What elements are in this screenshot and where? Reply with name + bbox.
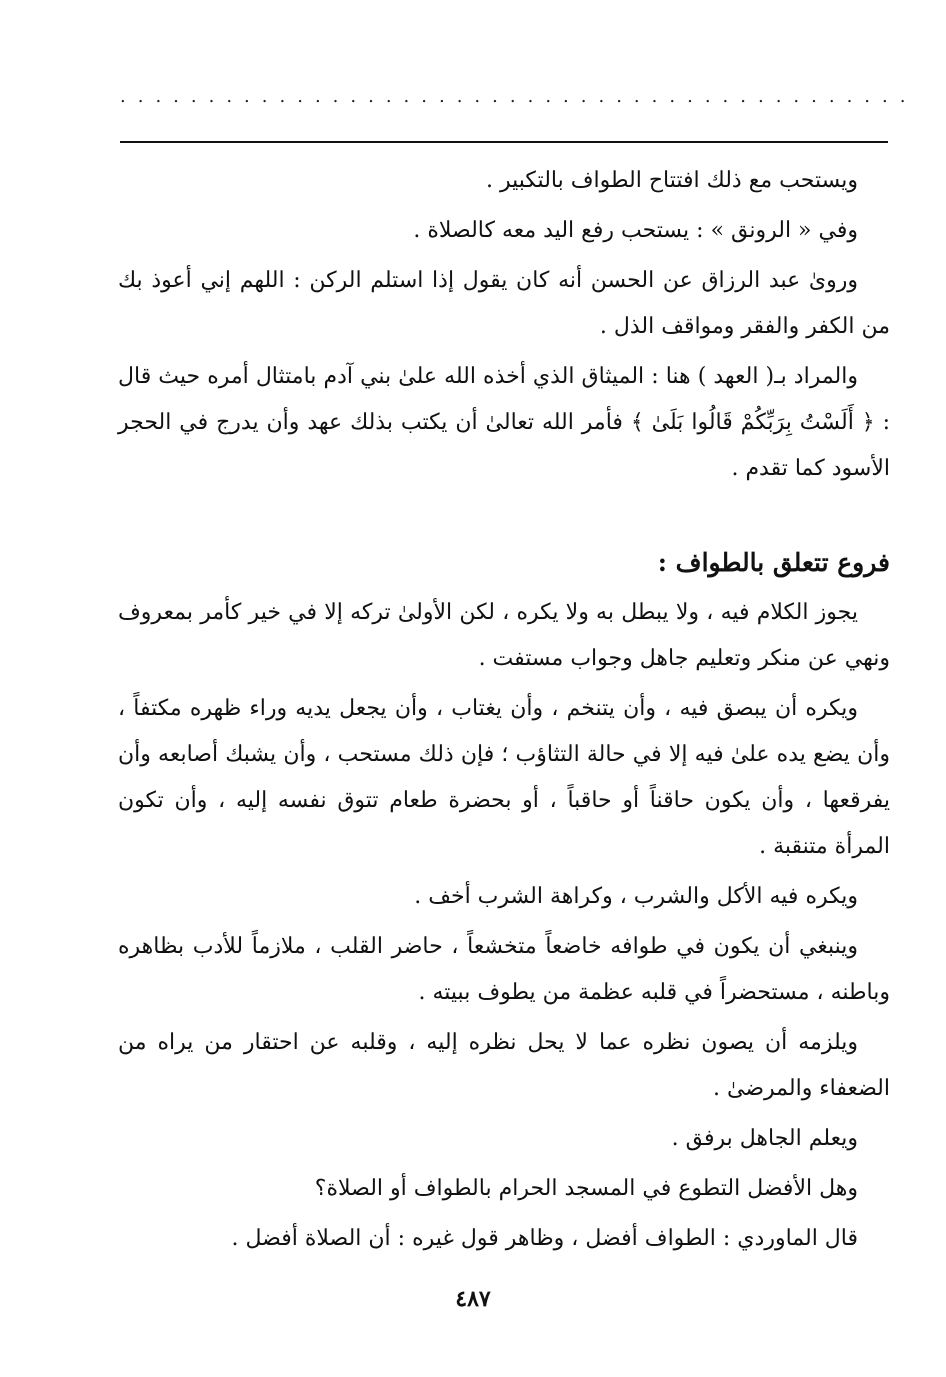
header-rule bbox=[120, 141, 888, 143]
page-number: ٤٨٧ bbox=[455, 1286, 491, 1312]
paragraph-abdulrazzaq: وروىٰ عبد الرزاق عن الحسن أنه كان يقول إذا استلم الركن : اللهم إني أعوذ بك من الكفر والفقر ومواقف الذل . bbox=[118, 268, 890, 339]
section-heading: فروع تتعلق بالطواف : bbox=[657, 548, 890, 577]
paragraph-takbir: ويستحب مع ذلك افتتاح الطواف بالتكبير . bbox=[486, 168, 858, 193]
page-body bbox=[118, 158, 890, 1266]
paragraph-rawnaq: وفي « الرونق » : يستحب رفع اليد معه كالصلاة . bbox=[413, 218, 858, 243]
header-dotted-line: ............................................. bbox=[120, 86, 918, 107]
paragraph-disliked: ويكره أن يبصق فيه ، وأن يتنخم ، وأن يغتاب ، وأن يجعل يديه وراء ظهره مكتفاً ، وأن يضع يده علىٰ فيه إلا في حالة التثاؤب ؛ فإن ذلك مستحب ، وأن يشبك أصابعه وأن يفرقعها ، وأن يكون حاقناً أو حاقباً ، أو بحضرة طعام تتوق نفسه إليه ، وأن تكون المرأة متنقبة . bbox=[118, 696, 890, 859]
paragraph-eating: ويكره فيه الأكل والشرب ، وكراهة الشرب أخف . bbox=[414, 884, 858, 909]
paragraph-question: وهل الأفضل التطوع في المسجد الحرام بالطواف أو الصلاة؟ bbox=[314, 1176, 858, 1201]
paragraph-humility: وينبغي أن يكون في طوافه خاضعاً متخشعاً ، حاضر القلب ، ملازماً للأدب بظاهره وباطنه ، مستحضراً في قلبه عظمة من يطوف ببيته . bbox=[118, 934, 890, 1005]
paragraph-mawardi: قال الماوردي : الطواف أفضل ، وظاهر قول غيره : أن الصلاة أفضل . bbox=[231, 1226, 858, 1251]
paragraph-speech: يجوز الكلام فيه ، ولا يبطل به ولا يكره ، لكن الأولىٰ تركه إلا في خير كأمر بمعروف ونهي عن منكر وتعليم جاهل وجواب مستفت . bbox=[118, 600, 890, 671]
paragraph-ahd: والمراد بـ( العهد ) هنا : الميثاق الذي أخذه الله علىٰ بني آدم بامتثال أمره حيث قال : ﴿ أَلَسْتُ بِرَبِّكُمْ قَالُوا بَلَىٰ ﴾ فأمر الله تعالىٰ أن يكتب بذلك عهد وأن يدرج في الحجر الأسود كما تقدم . bbox=[118, 364, 890, 481]
paragraph-teach: ويعلم الجاهل برفق . bbox=[671, 1126, 858, 1151]
paragraph-gaze: ويلزمه أن يصون نظره عما لا يحل نظره إليه ، وقلبه عن احتقار من يراه من الضعفاء والمرضىٰ . bbox=[118, 1030, 890, 1101]
